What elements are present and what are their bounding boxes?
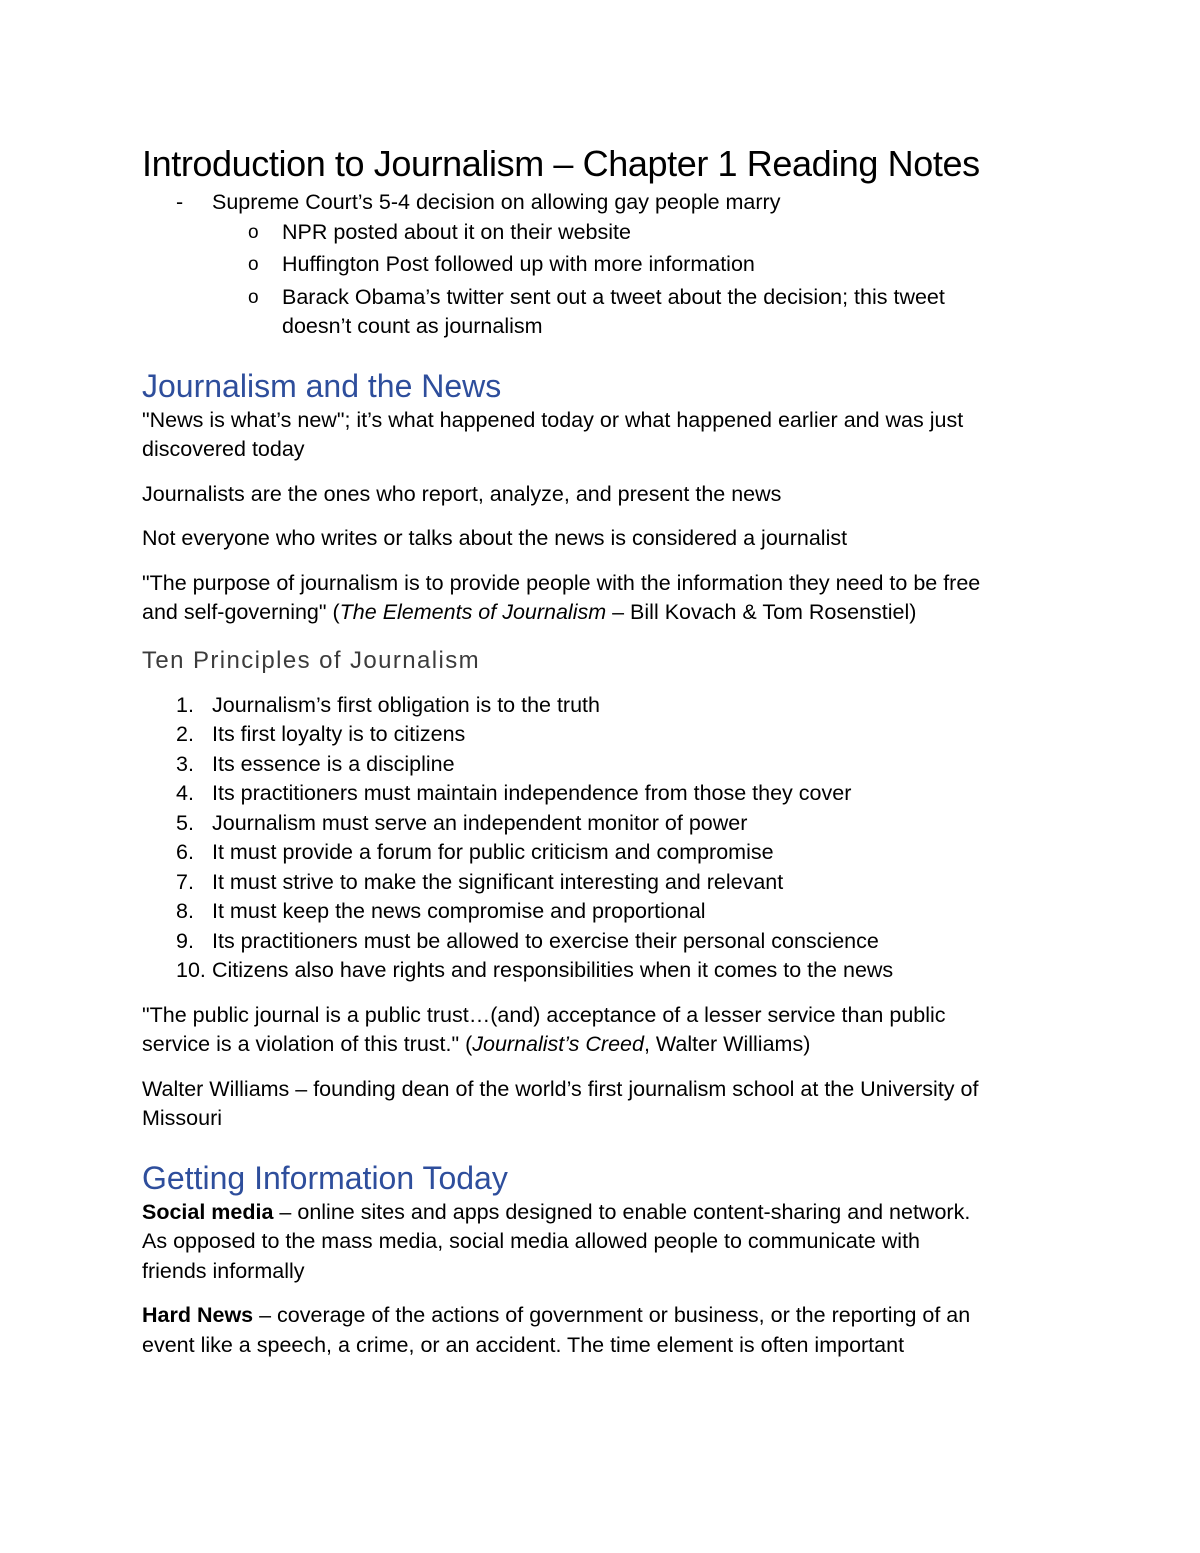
creed-quote: [142, 1001, 1062, 1060]
text-line: service is a violation of this trust." (: [142, 1032, 473, 1056]
sub-list-item: [142, 250, 1062, 280]
sub-list-item-continuation: [142, 312, 1062, 342]
item-text: Journalism’s first obligation is to the truth: [212, 692, 600, 717]
text-line: "News is what’s new"; it’s what happened today or what happened earlier and was just: [142, 407, 964, 432]
item-text: It must strive to make the significant interesting and relevant: [212, 869, 784, 894]
item-number: 4.: [176, 781, 194, 805]
item-number: 7.: [176, 869, 194, 894]
paragraph: Journalists are the ones who report, analyze, and present the news: [142, 481, 782, 506]
section-heading-journalism-news: Journalism and the News: [142, 367, 502, 404]
circle-bullet: o: [248, 254, 259, 275]
text-line: event like a speech, a crime, or an accident. The time element is often important: [142, 1332, 905, 1357]
sub-list-item-text: Barack Obama’s twitter sent out a tweet about the decision; this tweet: [282, 284, 945, 309]
numbered-item: [142, 809, 1062, 839]
quote-paragraph: [142, 569, 1062, 628]
term: Hard News: [142, 1303, 254, 1327]
text-line: Walter Williams – founding dean of the world’s first journalism school at the University of: [142, 1076, 979, 1101]
text-line: , Walter Williams): [643, 1032, 811, 1056]
text-line: discovered today: [142, 437, 305, 461]
item-number: 5.: [176, 810, 194, 835]
item-text: Its practitioners must be allowed to exercise their personal conscience: [212, 928, 879, 953]
numbered-item: [142, 750, 1062, 780]
text-line: As opposed to the mass media, social media allowed people to communicate with: [142, 1229, 920, 1253]
item-text: Its practitioners must maintain independence from those they cover: [212, 781, 852, 805]
term: Social media: [142, 1199, 274, 1224]
text-line: and self-governing" (: [142, 600, 340, 624]
text-line: Missouri: [142, 1106, 223, 1130]
text-line: "The public journal is a public trust…(and) acceptance of a lesser service than public: [142, 1002, 946, 1027]
numbered-item: [142, 868, 1062, 898]
document-page: [142, 140, 1062, 1360]
item-text: It must provide a forum for public criticism and compromise: [212, 840, 774, 864]
sub-list-item: [142, 218, 1062, 248]
item-number: 8.: [176, 899, 194, 923]
numbered-item: [142, 897, 1062, 927]
item-number: 2.: [176, 722, 194, 746]
item-text: It must keep the news compromise and proportional: [212, 899, 706, 923]
numbered-list: [142, 691, 1062, 986]
numbered-item: [142, 691, 1062, 721]
item-number: 3.: [176, 751, 194, 776]
item-text: Its essence is a discipline: [212, 751, 455, 776]
text-line: "The purpose of journalism is to provide people with the information they need to be free: [142, 570, 981, 595]
book-title: The Elements of Journalism: [339, 600, 607, 624]
definition-social-media: [142, 1198, 1062, 1287]
text-line: – online sites and apps designed to enable content-sharing and network.: [273, 1199, 971, 1224]
sub-list-item-text: Huffington Post followed up with more information: [282, 252, 755, 276]
sub-list-item-text: doesn’t count as journalism: [282, 314, 543, 338]
item-text: Its first loyalty is to citizens: [212, 722, 466, 746]
book-title: Journalist’s Creed: [472, 1032, 644, 1056]
numbered-item: [142, 927, 1062, 957]
item-text: Citizens also have rights and responsibilities when it comes to the news: [212, 958, 894, 982]
item-number: 10.: [176, 958, 206, 982]
page-title: Introduction to Journalism – Chapter 1 Reading Notes: [142, 143, 980, 184]
dash-bullet: -: [176, 190, 184, 214]
definition-hard-news: [142, 1301, 1062, 1360]
text-line: friends informally: [142, 1258, 305, 1283]
numbered-item: [142, 838, 1062, 868]
sub-list-item-text: NPR posted about it on their website: [282, 219, 631, 244]
item-number: 6.: [176, 840, 194, 864]
section-heading-getting-information: Getting Information Today: [142, 1159, 508, 1196]
subheading-ten-principles: Ten Principles of Journalism: [142, 646, 480, 674]
numbered-item: [142, 779, 1062, 809]
text-line: – Bill Kovach & Tom Rosenstiel): [606, 600, 917, 624]
circle-bullet: o: [248, 286, 259, 308]
circle-bullet: o: [248, 221, 259, 243]
item-number: 1.: [176, 692, 194, 717]
item-number: 9.: [176, 928, 194, 953]
numbered-item: [142, 720, 1062, 750]
list-item: [142, 188, 1062, 218]
text-line: – coverage of the actions of government or business, or the reporting of an: [253, 1303, 971, 1327]
paragraph: [142, 406, 1062, 465]
numbered-item: [142, 956, 1062, 986]
sub-list-item: [142, 283, 1062, 313]
list-item-text: Supreme Court’s 5-4 decision on allowing gay people marry: [212, 190, 781, 214]
paragraph: Not everyone who writes or talks about the news is considered a journalist: [142, 526, 848, 550]
item-text: Journalism must serve an independent monitor of power: [212, 810, 748, 835]
paragraph: [142, 1075, 1062, 1134]
